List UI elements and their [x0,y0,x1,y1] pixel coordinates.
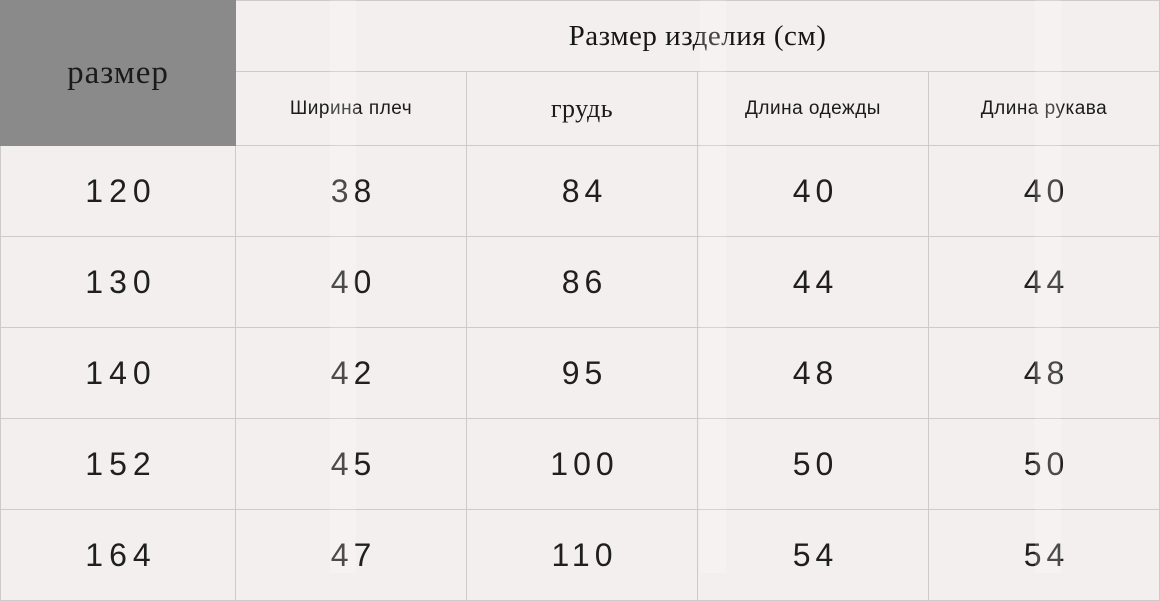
cell-sleeve-length: 50 [929,419,1160,510]
cell-shoulder-width: 38 [236,146,467,237]
cell-size: 120 [1,146,236,237]
cell-size: 130 [1,237,236,328]
table-row [1,146,1160,237]
cell-clothing-length: 54 [698,510,929,601]
cell-shoulder-width: 42 [236,328,467,419]
cell-sleeve-length: 48 [929,328,1160,419]
table-row [1,419,1160,510]
table-row [1,510,1160,601]
column-header-sleeve-length: Длина рукава [929,72,1160,146]
cell-shoulder-width: 40 [236,237,467,328]
column-header-clothing-length: Длина одежды [698,72,929,146]
cell-chest: 100 [467,419,698,510]
cell-size: 152 [1,419,236,510]
cell-clothing-length: 48 [698,328,929,419]
cell-chest: 95 [467,328,698,419]
cell-sleeve-length: 40 [929,146,1160,237]
cell-clothing-length: 44 [698,237,929,328]
cell-sleeve-length: 44 [929,237,1160,328]
cell-size: 140 [1,328,236,419]
cell-clothing-length: 40 [698,146,929,237]
cell-chest: 84 [467,146,698,237]
cell-chest: 110 [467,510,698,601]
cell-sleeve-length: 54 [929,510,1160,601]
column-header-chest: грудь [467,72,698,146]
table-row [1,328,1160,419]
cell-size: 164 [1,510,236,601]
cell-shoulder-width: 47 [236,510,467,601]
cell-shoulder-width: 45 [236,419,467,510]
cell-chest: 86 [467,237,698,328]
column-header-shoulder-width: Ширина плеч [236,72,467,146]
table-header-row-title [1,1,1160,72]
table-title: Размер изделия (см) [236,1,1160,72]
table-row [1,237,1160,328]
cell-clothing-length: 50 [698,419,929,510]
header-size-label: размер [1,1,236,146]
